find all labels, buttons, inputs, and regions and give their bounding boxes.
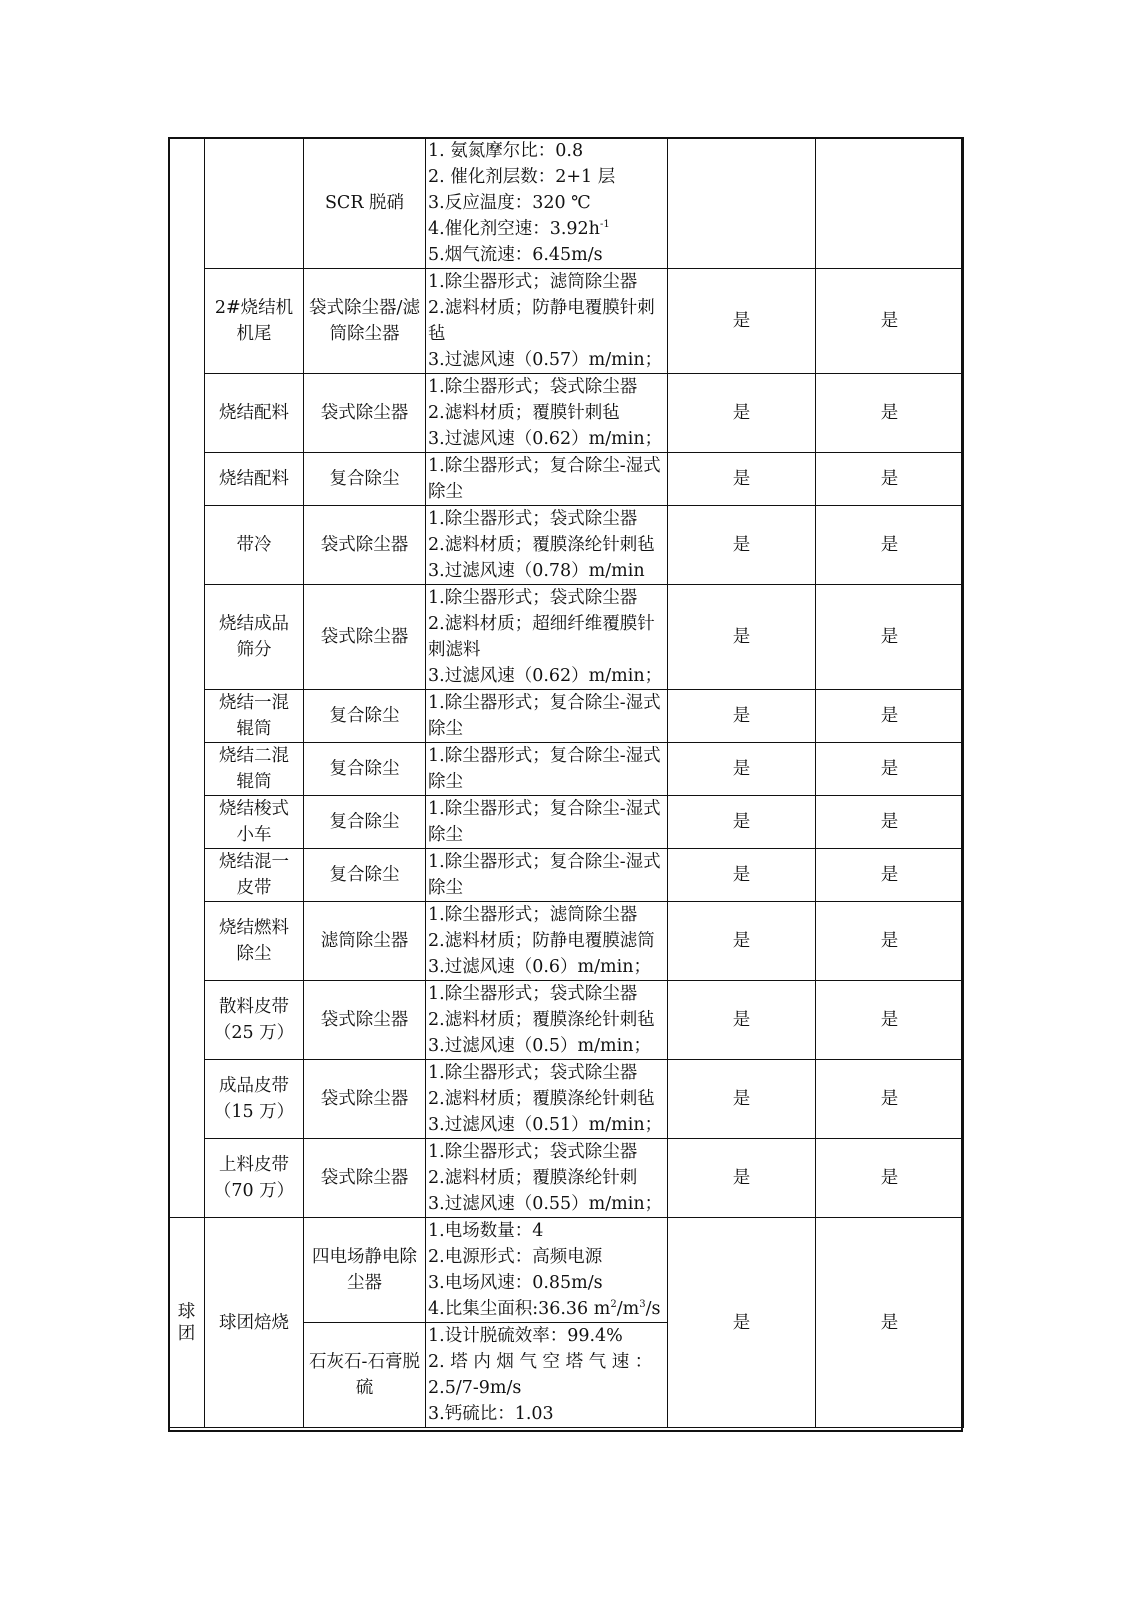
table-row: [169, 506, 964, 585]
equipment-cell: 烧结一混辊筒: [205, 690, 304, 743]
param-line: 1.除尘器形式；复合除尘-湿式除尘: [428, 852, 661, 898]
param-line: 1.除尘器形式；袋式除尘器: [428, 1142, 638, 1162]
param-line: 1.除尘器形式；滤筒除尘器: [428, 905, 638, 925]
compliance-cell: 是: [668, 374, 816, 453]
section-cell: [169, 138, 205, 1218]
table-row: [169, 981, 964, 1060]
equipment-cell: [205, 138, 304, 269]
compliance-cell: 是: [816, 1139, 964, 1218]
compliance-cell: 是: [816, 269, 964, 374]
compliance-cell: 是: [668, 453, 816, 506]
param-line: 1.除尘器形式；滤筒除尘器: [428, 272, 638, 292]
param-line: 2.滤料材质；防静电覆膜滤筒: [428, 931, 655, 951]
param-line: 3.过滤风速（0.62）m/min；: [428, 429, 663, 449]
equipment-cell: 烧结燃料除尘: [205, 902, 304, 981]
superscript: -1: [599, 219, 610, 231]
table-row: [169, 138, 964, 269]
params-cell: [426, 796, 668, 849]
param-line: 4.催化剂空速：$3.92h^{-1}$: [428, 219, 610, 239]
equipment-cell: 成品皮带（15 万）: [205, 1060, 304, 1139]
compliance-cell: [668, 138, 816, 269]
method-cell: SCR 脱硝: [304, 138, 426, 269]
superscript: 2: [610, 1299, 617, 1311]
param-line: 1.除尘器形式；复合除尘-湿式除尘: [428, 746, 661, 792]
compliance-cell: 是: [816, 1218, 964, 1428]
params-cell: [426, 585, 668, 690]
compliance-cell: 是: [816, 585, 964, 690]
method-cell: 袋式除尘器: [304, 1139, 426, 1218]
table-row: [169, 453, 964, 506]
param-line: 1.除尘器形式；袋式除尘器: [428, 984, 638, 1004]
method-cell: 复合除尘: [304, 453, 426, 506]
params-cell: [426, 1323, 668, 1428]
compliance-cell: 是: [816, 506, 964, 585]
equipment-cell: 带冷: [205, 506, 304, 585]
param-line: 2.滤料材质；覆膜涤纶针刺毡: [428, 535, 655, 555]
table-row: [169, 902, 964, 981]
param-line: 2.5/7-9m/s: [428, 1378, 522, 1398]
param-line: 1.除尘器形式；袋式除尘器: [428, 1063, 638, 1083]
param-line: 3.过滤风速（0.78）m/min: [428, 561, 645, 581]
param-line: 1.除尘器形式；复合除尘-湿式除尘: [428, 799, 661, 845]
param-line: 2.滤料材质；覆膜涤纶针刺: [428, 1168, 638, 1188]
compliance-cell: 是: [668, 743, 816, 796]
param-line: 2.电源形式：高频电源: [428, 1247, 603, 1267]
compliance-cell: 是: [668, 849, 816, 902]
param-line: 3.钙硫比：1.03: [428, 1404, 554, 1424]
section-cell: [169, 1218, 205, 1428]
params-cell: [426, 690, 668, 743]
method-cell: 复合除尘: [304, 743, 426, 796]
table-row: [169, 374, 964, 453]
param-line: 2.滤料材质；覆膜涤纶针刺毡: [428, 1010, 655, 1030]
params-cell: [426, 374, 668, 453]
param-line: 1.电场数量：4: [428, 1221, 544, 1241]
equipment-cell: 烧结配料: [205, 374, 304, 453]
table-row: [169, 796, 964, 849]
equipment-cell: 烧结配料: [205, 453, 304, 506]
method-cell: 袋式除尘器: [304, 374, 426, 453]
equipment-cell: 烧结成品筛分: [205, 585, 304, 690]
compliance-cell: 是: [816, 743, 964, 796]
param-line: 3.电场风速：0.85m/s: [428, 1273, 603, 1293]
param-line: 3.过滤风速（0.62）m/min；: [428, 666, 663, 686]
param-line: 3.过滤风速（0.55）m/min；: [428, 1194, 663, 1214]
params-cell: [426, 1218, 668, 1323]
method-cell: 袋式除尘器: [304, 981, 426, 1060]
param-line: 1.除尘器形式；袋式除尘器: [428, 588, 638, 608]
section-label: 球团: [177, 1301, 196, 1344]
compliance-cell: 是: [668, 1218, 816, 1428]
method-cell: 复合除尘: [304, 796, 426, 849]
param-line: 1.除尘器形式；复合除尘-湿式除尘: [428, 693, 661, 739]
table-row: [169, 1139, 964, 1218]
param-line: 2. 催化剂层数：2+1 层: [428, 167, 616, 187]
compliance-cell: 是: [816, 796, 964, 849]
equipment-cell: 2#烧结机机尾: [205, 269, 304, 374]
compliance-cell: 是: [668, 506, 816, 585]
compliance-cell: 是: [816, 690, 964, 743]
compliance-cell: 是: [816, 374, 964, 453]
method-cell: 袋式除尘器: [304, 585, 426, 690]
params-cell: [426, 849, 668, 902]
table-row: [169, 1060, 964, 1139]
method-cell: 袋式除尘器: [304, 1060, 426, 1139]
method-cell: 袋式除尘器/滤筒除尘器: [304, 269, 426, 374]
method-cell: 石灰石-石膏脱硫: [304, 1323, 426, 1428]
method-cell: 复合除尘: [304, 849, 426, 902]
param-line: 3.过滤风速（0.5）m/min；: [428, 1036, 651, 1056]
compliance-cell: 是: [668, 585, 816, 690]
compliance-cell: 是: [668, 269, 816, 374]
param-line: 2.滤料材质；覆膜涤纶针刺毡: [428, 1089, 655, 1109]
unit-part: /s: [645, 1299, 661, 1319]
param-line: 3.过滤风速（0.57）m/min；: [428, 350, 663, 370]
method-cell: 复合除尘: [304, 690, 426, 743]
compliance-cell: 是: [816, 1060, 964, 1139]
param-line: 2.滤料材质；覆膜针刺毡: [428, 403, 620, 423]
method-cell: 袋式除尘器: [304, 506, 426, 585]
method-cell: 四电场静电除尘器: [304, 1218, 426, 1323]
compliance-cell: 是: [668, 1060, 816, 1139]
equipment-cell: 上料皮带（70 万）: [205, 1139, 304, 1218]
compliance-cell: 是: [816, 849, 964, 902]
param-line: 3.反应温度：320 ℃: [428, 193, 591, 213]
param-line: 1.除尘器形式；袋式除尘器: [428, 509, 638, 529]
equipment-spec-table: [168, 137, 964, 1428]
table-row: [169, 269, 964, 374]
params-cell: [426, 902, 668, 981]
params-cell: [426, 269, 668, 374]
params-cell: [426, 1060, 668, 1139]
param-line: 5.烟气流速：6.45m/s: [428, 245, 603, 265]
param-line: 4.比集尘面积:36.36 $m^2/m^3/s$: [428, 1299, 661, 1319]
equipment-cell: 烧结混一皮带: [205, 849, 304, 902]
param-line: 1.设计脱硫效率：99.4%: [428, 1326, 623, 1346]
params-cell: [426, 981, 668, 1060]
table-row: [169, 585, 964, 690]
table-row: [169, 1218, 964, 1323]
compliance-cell: 是: [668, 796, 816, 849]
param-line: 2. 塔 内 烟 气 空 塔 气 速 ：: [428, 1352, 653, 1372]
param-line: 3.过滤风速（0.6）m/min；: [428, 957, 651, 977]
compliance-cell: [816, 138, 964, 269]
params-cell: [426, 453, 668, 506]
method-cell: 滤筒除尘器: [304, 902, 426, 981]
equipment-cell: 球团焙烧: [205, 1218, 304, 1428]
table-row: [169, 743, 964, 796]
equipment-cell: 烧结梭式小车: [205, 796, 304, 849]
equipment-cell: 烧结二混辊筒: [205, 743, 304, 796]
compliance-cell: 是: [668, 981, 816, 1060]
param-line: 2.滤料材质；防静电覆膜针刺毡: [428, 298, 655, 344]
param-line: 1.除尘器形式；袋式除尘器: [428, 377, 638, 397]
params-cell: [426, 1139, 668, 1218]
compliance-cell: 是: [668, 902, 816, 981]
param-line: 1.除尘器形式；复合除尘-湿式除尘: [428, 456, 661, 502]
compliance-cell: 是: [816, 453, 964, 506]
compliance-cell: 是: [668, 1139, 816, 1218]
param-line: 2.滤料材质；超细纤维覆膜针刺滤料: [428, 614, 655, 660]
table-row: [169, 849, 964, 902]
params-cell: [426, 743, 668, 796]
equipment-cell: 散料皮带（25 万）: [205, 981, 304, 1060]
param-line: 3.过滤风速（0.51）m/min；: [428, 1115, 663, 1135]
compliance-cell: 是: [816, 981, 964, 1060]
compliance-cell: 是: [816, 902, 964, 981]
params-cell: [426, 138, 668, 269]
param-line: 1. 氨氮摩尔比：0.8: [428, 141, 584, 161]
superscript: 3: [639, 1299, 646, 1311]
compliance-cell: 是: [668, 690, 816, 743]
table-row: [169, 690, 964, 743]
params-cell: [426, 506, 668, 585]
unit-part: /m: [616, 1299, 640, 1319]
